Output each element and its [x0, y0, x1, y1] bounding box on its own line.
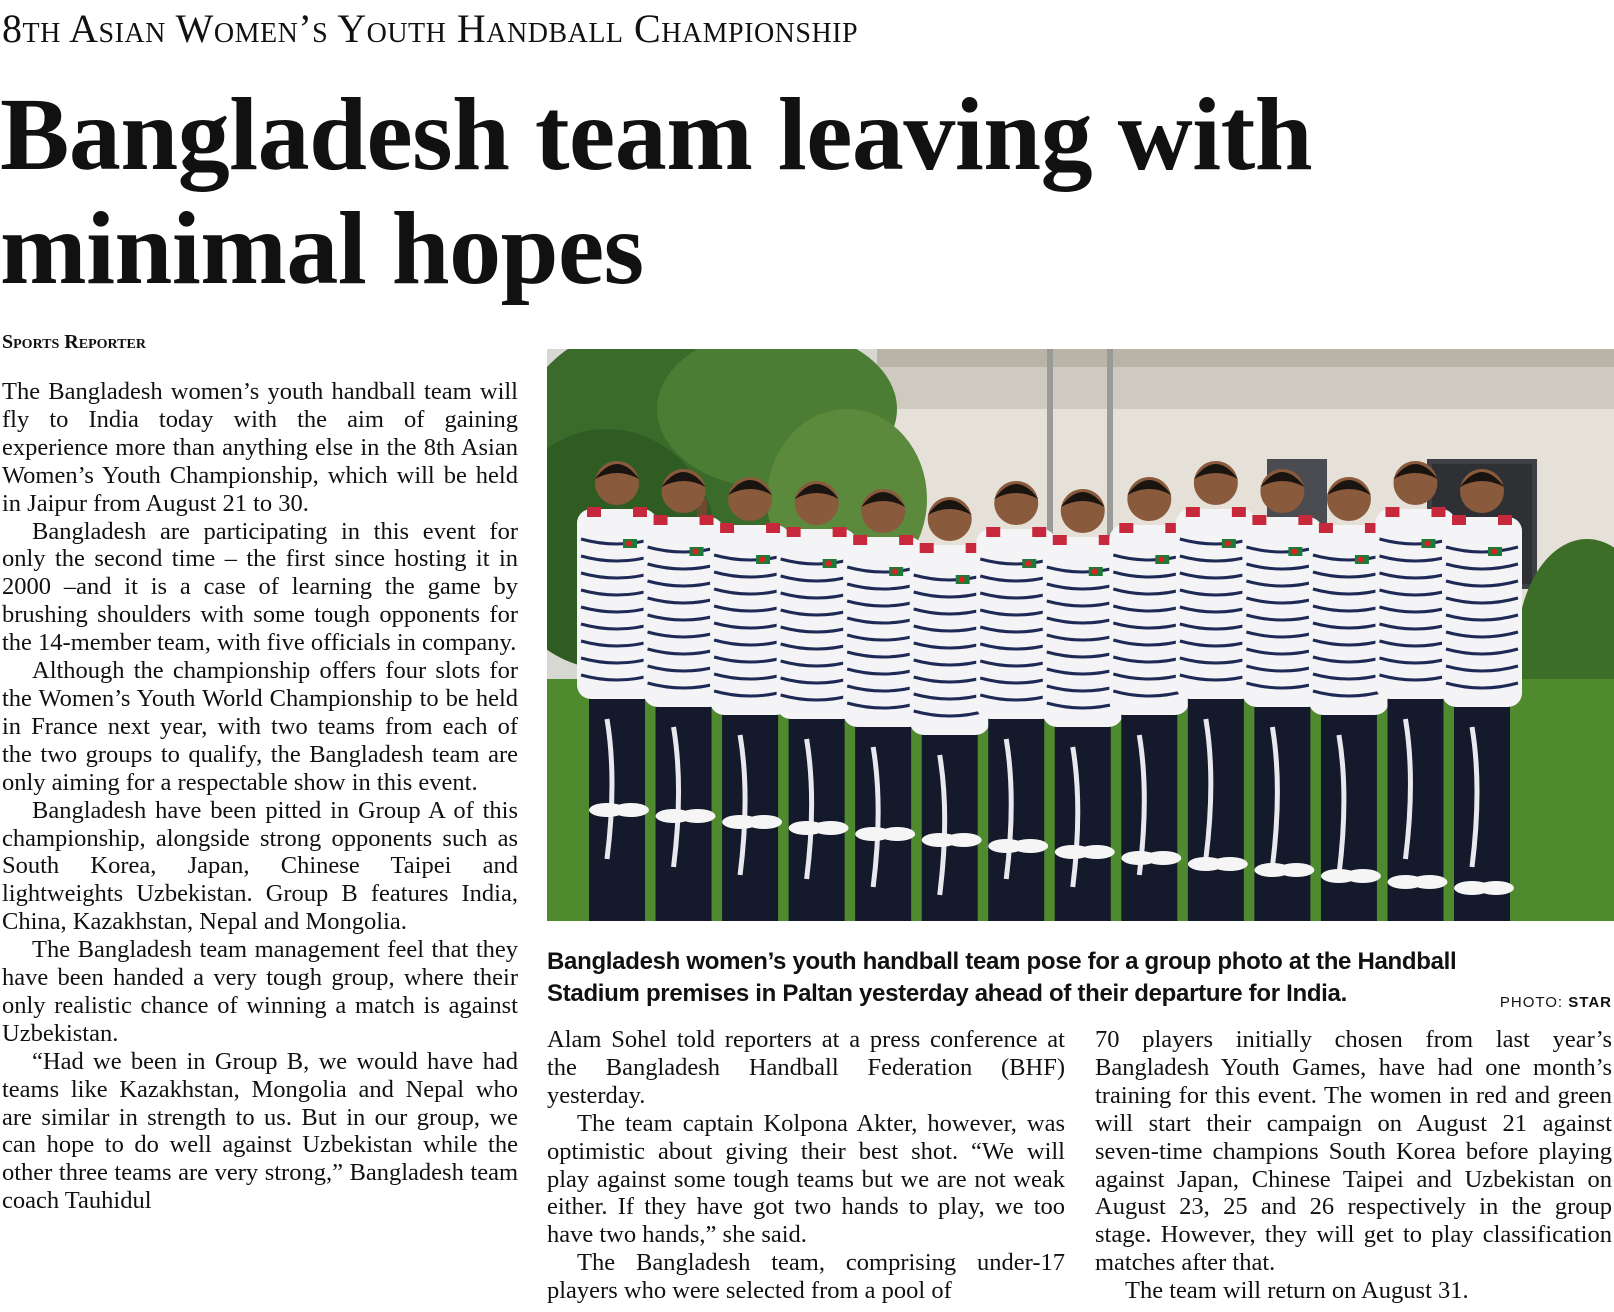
paragraph: Bangladesh are participating in this event for only the second time – the first since hosting it in 2000 –and it is a case of learning the game by brushing shoulders with some tough opponents for the 14-member team, with five officials in company.	[2, 517, 518, 657]
team-photo	[547, 349, 1614, 921]
paragraph: The Bangladesh team management feel that they have been handed a very tough group, where their only realistic chance of winning a match is against Uzbekistan.	[2, 936, 518, 1047]
body-column-1	[2, 378, 518, 1308]
photo-credit-source: STAR	[1568, 994, 1612, 1011]
paragraph: The team will return on August 31.	[1125, 1277, 1469, 1305]
player-figure	[1442, 469, 1522, 921]
photo-caption: Bangladesh women’s youth handball team pose for a group photo at the Handball Stadium premises in Paltan yesterday ahead of their departure for India.	[547, 948, 1457, 1007]
paragraph: The Bangladesh women’s youth handball team will fly to India today with the aim of gaining experience more than anything else in the 8th Asian Women’s Youth Championship, which will be held in Jaipur from August 21 to 30.	[2, 378, 518, 517]
paragraph: Although the championship offers four slots for the Women’s Youth World Championship to be held in France next year, with two teams from each of the two groups to qualify, the Bangladesh team are only aiming for a respectable show in this event.	[2, 657, 518, 796]
paragraph: The team captain Kolpona Akter, however, was optimistic about giving their best shot. “We will play against some tough teams but we are not weak either. If they have got two hands to play, we too have two hands,” she said.	[547, 1109, 1065, 1249]
section-kicker: 8th Asian Women’s Youth Handball Championship	[2, 6, 859, 51]
paragraph: Bangladesh have been pitted in Group A of this championship, alongside strong opponents such as South Korea, Japan, Chinese Taipei and lightweights Uzbekistan. Group B features India, China, Kazakhstan, Nepal and Mongolia.	[2, 796, 518, 936]
body-column-2	[547, 1026, 1065, 1310]
paragraph: Alam Sohel told reporters at a press conference at the Bangladesh Handball Federation (BHF) yesterday.	[547, 1026, 1065, 1109]
headline: Bangladesh team leaving with minimal hopes	[0, 77, 1313, 306]
paragraph: The Bangladesh team, comprising under-17 players who were selected from a pool of	[547, 1249, 1065, 1305]
byline: Sports Reporter	[2, 331, 146, 353]
photo-credit	[1500, 994, 1612, 1012]
paragraph: 70 players initially chosen from last year’s Bangladesh Youth Games, have had one month’s training for this event. The women in red and green will start their campaign on August 21 against seven-time champions South Korea before playing against Japan, Chinese Taipei and Uzbekistan on August 23, 25 and 26 respectively in the group stage. However, they will get to play classification matches after that.	[1095, 1026, 1612, 1277]
paragraph: “Had we been in Group B, we would have had teams like Kazakhstan, Mongolia and Nepal who are similar in strength to us. But in our group, we can hope to do well against Uzbekistan while the other three teams are very strong,” Bangladesh team coach Tauhidul	[2, 1047, 518, 1215]
body-column-3	[1095, 1026, 1612, 1310]
photo-credit-label: PHOTO:	[1499, 994, 1564, 1011]
